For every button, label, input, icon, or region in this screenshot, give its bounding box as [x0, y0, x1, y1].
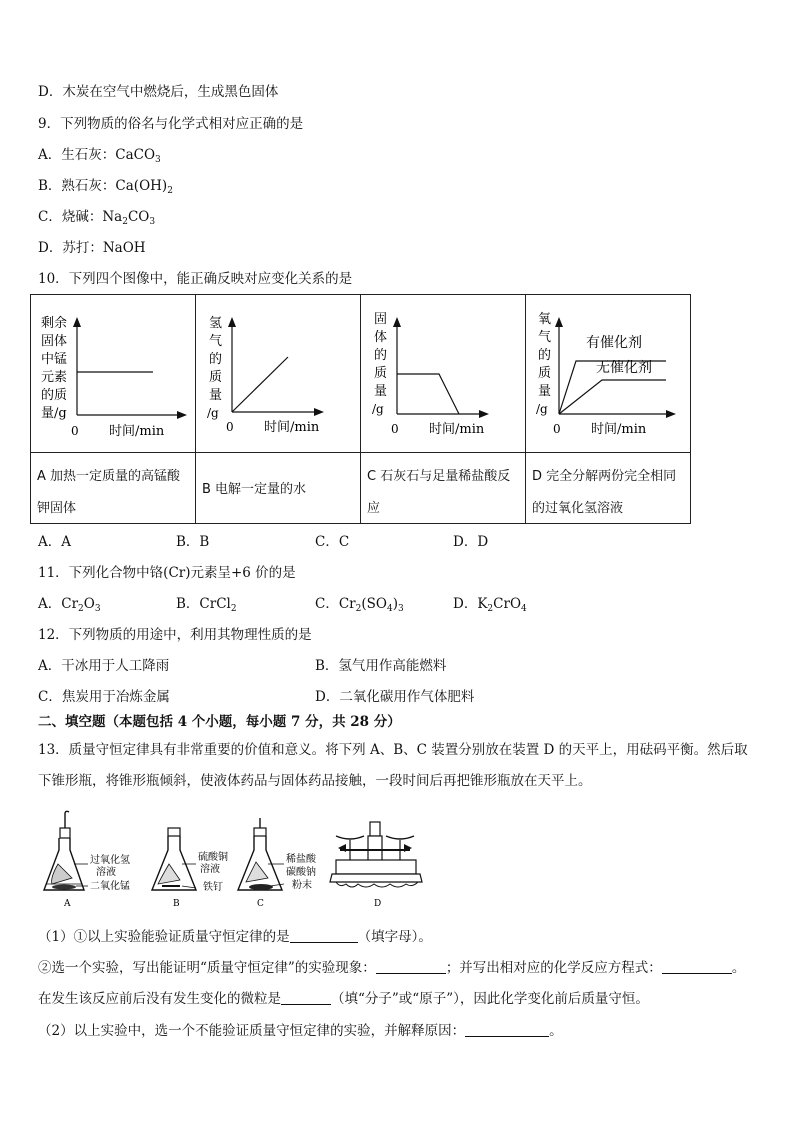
graph-a [31, 295, 195, 452]
q10-answer-c: C．C [315, 534, 350, 550]
q10-stem: 10．下列四个图像中，能正确反映对应变化关系的是 [38, 271, 353, 287]
graph-d-ylabel-5: 量 [538, 384, 552, 399]
q11-option-b: B．CrCl$_2$ [176, 596, 237, 614]
apparatus-b [152, 828, 228, 909]
graph-d-label-catalyst: 有催化剂 [586, 335, 642, 351]
apparatus-b-label-2: 溶液 [200, 864, 220, 875]
apparatus-c [238, 818, 317, 909]
graph-c [361, 295, 525, 452]
answer-blank-1[interactable] [290, 930, 358, 943]
graph-a-ylabel-4: 元素 [41, 370, 68, 385]
graph-c-ylabel-4: 质 [374, 366, 388, 381]
graph-b-curve [232, 357, 288, 412]
q12-stem: 12．下列物质的用途中，利用其物理性质的是 [38, 627, 312, 643]
graph-a-origin: 0 [71, 424, 79, 438]
q9-option-d: D．苏打：NaOH [38, 240, 146, 256]
graph-b-caption: B 电解一定量的水 [202, 482, 307, 497]
graph-b-origin: 0 [226, 420, 234, 434]
graph-b-ylabel-1: 氢 [209, 316, 223, 331]
q10-graph-table [30, 294, 691, 524]
apparatus-a [44, 811, 130, 909]
q12-option-d: D．二氧化碳用作气体肥料 [315, 689, 475, 705]
graph-a-ylabel-5: 的质 [41, 388, 68, 403]
apparatus-c-letter: C [257, 899, 264, 909]
graph-a-ylabel-1: 剩余 [41, 316, 68, 331]
graph-c-xlabel: 时间/min [429, 422, 485, 437]
q10-answer-b: B．B [176, 534, 210, 550]
apparatus-b-label-3: 铁钉 [203, 882, 223, 893]
q12-option-c: C．焦炭用于冶炼金属 [38, 689, 170, 705]
apparatus-d-letter: D [374, 899, 382, 909]
graph-b-ylabel-4: 质 [209, 370, 223, 385]
graph-b-ylabel-5: 量 [209, 388, 223, 403]
q13-stem-line1: 13．质量守恒定律具有非常重要的价值和意义。将下列 A、B、C 装置分别放在装置 D 的天平上，用砝码平衡。然后取 [38, 742, 748, 758]
apparatus-c-label-3: 粉末 [292, 880, 312, 891]
graph-d-ylabel-4: 质 [538, 366, 552, 381]
graph-c-origin: 0 [391, 422, 399, 436]
graph-d-caption: D 完全分解两份完全相同的过氧化氢溶液 [532, 469, 677, 516]
graph-d-ylabel-2: 气 [538, 330, 552, 345]
section2-title: 二、填空题（本题包括 4 个小题，每小题 7 分，共 28 分） [38, 714, 401, 730]
graph-c-caption: C 石灰石与足量稀盐酸反应 [367, 469, 511, 516]
apparatus-b-label-1: 硫酸铜 [198, 852, 228, 863]
apparatus-a-label-2: 溶液 [96, 867, 116, 878]
apparatus-c-label-1: 稀盐酸 [286, 854, 316, 865]
q11-option-c: C．$Cr_2(SO_4)_3$ [315, 596, 404, 614]
graph-c-curve [397, 374, 459, 414]
q9-option-a: A．生石灰：CaCO$_3$ [38, 147, 161, 165]
graph-c-ylabel-3: 的 [374, 348, 388, 363]
graph-d-curve-no-catalyst [559, 380, 666, 414]
graph-c-ylabel-1: 固 [374, 312, 388, 327]
q10-answer-d: D．D [453, 534, 489, 550]
apparatus-c-label-2: 碳酸钠 [286, 867, 316, 878]
q8-option-d: D．木炭在空气中燃烧后，生成黑色固体 [38, 84, 279, 100]
apparatus-b-letter: B [173, 899, 180, 909]
q9-option-c: C．烧碱：$Na_2CO_3$ [38, 209, 156, 227]
q11-option-a: A．$Cr_2O_3$ [38, 596, 101, 614]
q11-option-d: D．$K_2CrO_4$ [453, 596, 527, 614]
answer-blank-2[interactable] [376, 961, 446, 974]
answer-blank-3[interactable] [662, 961, 732, 974]
graph-d-label-no-catalyst: 无催化剂 [596, 360, 652, 376]
caption-d-cell [526, 453, 690, 523]
graph-b-ylabel-3: 的 [209, 352, 223, 367]
graph-d-svg [526, 295, 690, 452]
q12-option-b: B．氢气用作高能燃料 [315, 658, 447, 674]
q13-sub1-c: 在发生该反应前后没有发生变化的微粒是 （填“分子”或“原子”），因此化学变化前后质量守恒。 [38, 991, 649, 1007]
apparatus-a-label-3: 二氧化锰 [90, 881, 130, 892]
graph-d-ylabel-3: 的 [538, 348, 552, 363]
graph-a-ylabel-6: 量/g [41, 406, 67, 421]
graph-c-svg [361, 295, 525, 452]
answer-blank-4[interactable] [281, 992, 331, 1005]
apparatus-d-balance [330, 822, 422, 909]
q12-option-a: A．干冰用于人工降雨 [38, 658, 170, 674]
graph-a-ylabel-2: 固体 [41, 334, 68, 349]
graph-a-xlabel: 时间/min [109, 424, 165, 439]
caption-b-cell [196, 453, 360, 523]
graph-c-ylabel-6: /g [372, 402, 384, 416]
graph-b-svg [196, 295, 360, 452]
q10-answer-a: A．A [38, 534, 71, 550]
graph-c-ylabel-2: 体 [374, 330, 388, 345]
apparatus-a-letter: A [64, 899, 71, 909]
caption-c-cell [361, 453, 525, 523]
graph-a-caption: A 加热一定质量的高锰酸钾固体 [37, 469, 181, 516]
graph-d [526, 295, 690, 452]
graph-d-xlabel: 时间/min [591, 422, 647, 437]
graph-b-ylabel-6: /g [207, 406, 219, 420]
q13-stem-line2: 下锥形瓶，将锥形瓶倾斜，使液体药品与固体药品接触，一段时间后再把锥形瓶放在天平上。 [38, 773, 592, 789]
q9-option-b: B．熟石灰：$Ca(OH)_2$ [38, 178, 173, 196]
graph-a-svg [31, 295, 195, 452]
q13-sub1-b: ②选一个实验，写出能证明“质量守恒定律”的实验现象： ；并写出相对应的化学反应方程式： 。 [38, 960, 746, 976]
graph-b-xlabel: 时间/min [264, 420, 320, 435]
caption-a-cell [31, 453, 195, 523]
answer-blank-5[interactable] [465, 1024, 549, 1037]
graph-b-ylabel-2: 气 [209, 334, 223, 349]
q13-sub2: （2）以上实验中，选一个不能验证质量守恒定律的实验，并解释原因： 。 [38, 1023, 563, 1039]
graph-a-ylabel-3: 中锰 [41, 352, 68, 367]
q13-sub1-a: （1）①以上实验能验证质量守恒定律的是 （填字母）。 [38, 929, 432, 945]
graph-d-ylabel-1: 氧 [538, 312, 552, 327]
graph-d-ylabel-6: /g [536, 402, 548, 416]
q11-stem: 11．下列化合物中铬(Cr)元素呈+6 价的是 [38, 565, 296, 581]
graph-d-origin: 0 [553, 422, 561, 436]
q13-apparatus-figure [40, 808, 440, 914]
apparatus-a-label-1: 过氧化氢 [90, 855, 130, 866]
graph-b [196, 295, 360, 452]
graph-c-ylabel-5: 量 [374, 384, 388, 399]
q9-stem: 9．下列物质的俗名与化学式相对应正确的是 [38, 116, 304, 132]
